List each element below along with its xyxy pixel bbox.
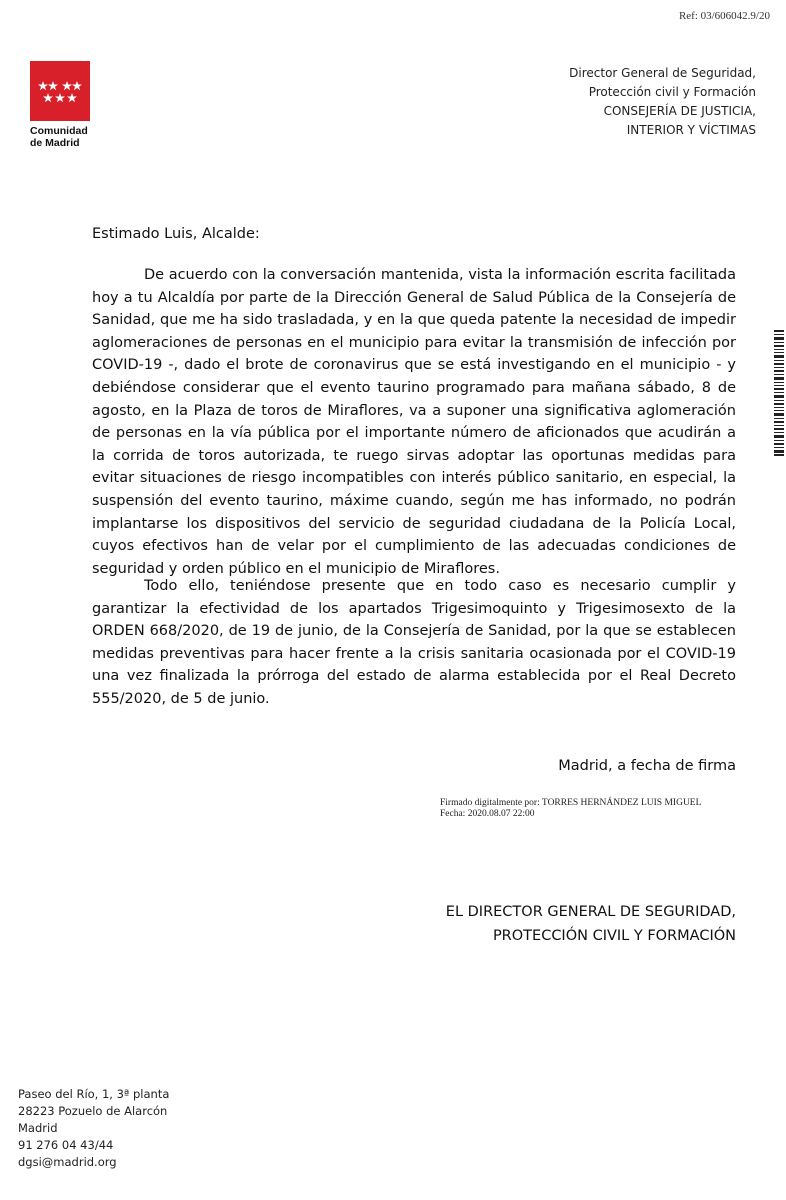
digital-signature-stamp	[440, 798, 701, 820]
footer-address-line: 28223 Pozuelo de Alarcón	[18, 1104, 168, 1118]
footer-phone: 91 276 04 43/44	[18, 1138, 114, 1152]
recipient-line: Director General de Seguridad,	[569, 66, 756, 80]
place-and-date: Madrid, a fecha de firma	[558, 758, 736, 774]
signer-title-line2: PROTECCIÓN CIVIL Y FORMACIÓN	[492, 928, 736, 944]
recipient-line: Protección civil y Formación	[588, 85, 756, 99]
signer-title	[446, 900, 736, 948]
recipient-block	[496, 64, 756, 140]
logo-text-line2: de Madrid	[30, 137, 80, 149]
body-paragraph-2	[92, 575, 736, 711]
footer-email: dgsi@madrid.org	[18, 1155, 117, 1169]
signer-title-line1: EL DIRECTOR GENERAL DE SEGURIDAD,	[445, 904, 736, 920]
logo-wordmark	[30, 125, 110, 149]
body-paragraph-1	[92, 264, 736, 580]
footer-address	[18, 1086, 169, 1171]
recipient-line: INTERIOR Y VÍCTIMAS	[626, 123, 756, 137]
recipient-line: CONSEJERÍA DE JUSTICIA,	[603, 104, 756, 118]
salutation: Estimado Luis, Alcalde:	[92, 226, 260, 242]
reference-number: Ref: 03/606042.9/20	[678, 10, 770, 22]
footer-city: Madrid	[18, 1121, 58, 1135]
logo-text-line1: Comunidad	[30, 125, 88, 137]
signature-date: Fecha: 2020.08.07 22:00	[440, 809, 535, 819]
comunidad-de-madrid-logo	[30, 61, 92, 149]
signature-signer: Firmado digitalmente por: TORRES HERNÁNDEZ LUIS MIGUEL	[440, 798, 702, 808]
paragraph-1-text: De acuerdo con la conversación mantenida, vista la información escrita facilitada hoy a tu Alcaldía por parte de la Dirección General de Salud Pública de la Consejería de Sanidad, que me ha sido trasladada, y en la que queda patente la necesidad de impedir aglomeraciones de personas en el municipio para evitar la transmisión de infección por COVID-19 -, dado el brote de coronavirus que se está investigando en el municipio - y debiéndose considerar que el evento taurino programado para mañana sábado, 8 de agosto, en la Plaza de toros de Miraflores, va a suponer una significativa aglomeración de personas en la vía pública por el importante número de aficionados que acudirán a la corrida de toros autorizada, te ruego sirvas adoptar las oportunas medidas para evitar situaciones de riesgo incompatibles con interés público sanitario, en especial, la suspensión del evento taurino, máxime cuando, según me has informado, no podrán implantarse los dispositivos del servicio de seguridad ciudadana de la Policía Local, cuyos efectivos han de velar por el cumplimiento de las adecuadas condiciones de seguridad y orden público en el municipio de Miraflores.	[92, 267, 736, 577]
paragraph-2-text: Todo ello, teniéndose presente que en todo caso es necesario cumplir y garantizar la efectividad de los apartados Trigesimoquinto y Trigesimosexto de la ORDEN 668/2020, de 19 de junio, de la Consejería de Sanidad, por la que se establecen medidas preventivas para hacer frente a la crisis sanitaria ocasionada por el COVID-19 una vez finalizada la prórroga del estado de alarma establecida por el Real Decreto 555/2020, de 5 de junio.	[92, 578, 736, 707]
footer-address-line: Paseo del Río, 1, 3ª planta	[18, 1087, 170, 1101]
side-barcode-icon	[774, 330, 784, 456]
madrid-flag-icon	[30, 61, 90, 121]
